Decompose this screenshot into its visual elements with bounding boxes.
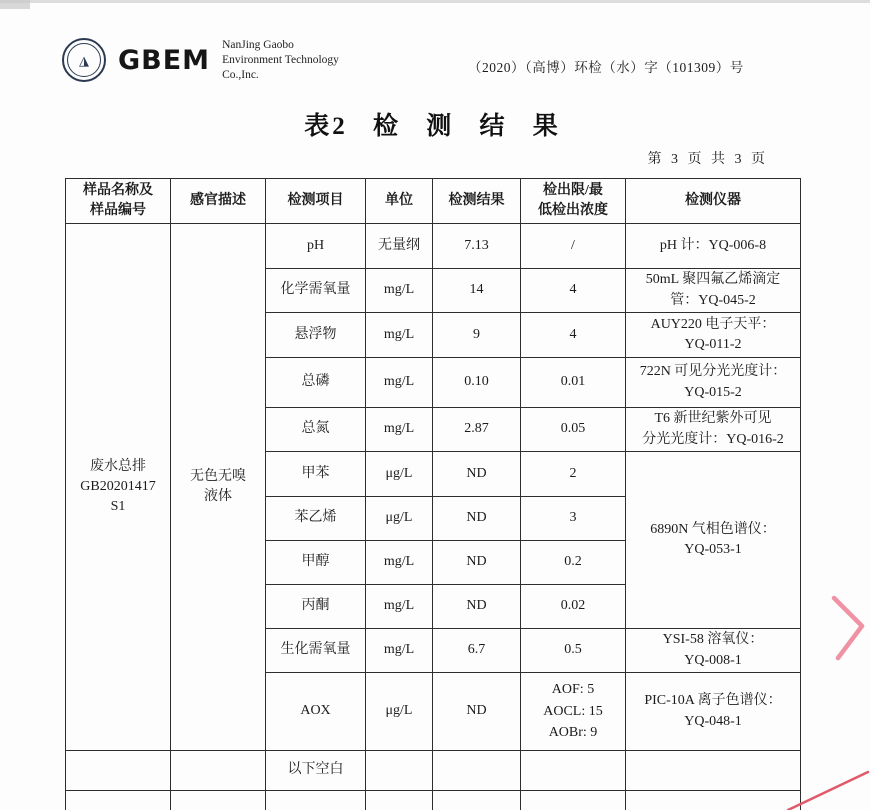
table-header-row	[66, 179, 801, 224]
cell-item: 苯乙烯	[266, 497, 366, 541]
cell-item: 甲苯	[266, 452, 366, 497]
company-logo-icon	[62, 38, 106, 82]
cell-limit: 4	[521, 269, 626, 313]
cell-item: 总磷	[266, 358, 366, 408]
cell-result: ND	[433, 673, 521, 751]
cell-instrument-merged: 6890N 气相色谱仪： YQ-053-1	[626, 452, 801, 629]
cell-item: 丙酮	[266, 585, 366, 629]
cell-unit: mg/L	[366, 629, 433, 673]
cell-limit: 0.5	[521, 629, 626, 673]
col-header-item: 检测项目	[266, 179, 366, 224]
cell-result: ND	[433, 541, 521, 585]
cell-item: 总氮	[266, 408, 366, 452]
red-pen-arrow-mark	[828, 592, 870, 664]
cell-unit: mg/L	[366, 541, 433, 585]
cell-instrument: 722N 可见分光光度计： YQ-015-2	[626, 358, 801, 408]
company-name-line: NanJing Gaobo	[222, 39, 294, 51]
col-header-sample: 样品名称及 样品编号	[66, 179, 171, 224]
cell-instrument: pH 计：YQ-006-8	[626, 224, 801, 269]
scan-edge-artifact	[0, 0, 870, 3]
cell-empty	[366, 751, 433, 791]
cell-empty	[266, 791, 366, 810]
cell-instrument: PIC-10A 离子色谱仪： YQ-048-1	[626, 673, 801, 751]
logo-mountain-glyph: ◮	[79, 52, 89, 68]
cell-limit: 2	[521, 452, 626, 497]
cell-item: 以下空白	[266, 751, 366, 791]
cell-unit: μg/L	[366, 497, 433, 541]
sample-name-cell: 废水总排 GB20201417 S1	[66, 224, 171, 751]
cell-empty	[171, 791, 266, 810]
cell-result: 14	[433, 269, 521, 313]
logo-inner-ring	[67, 43, 101, 77]
cell-limit: 0.05	[521, 408, 626, 452]
cell-result: ND	[433, 452, 521, 497]
cell-empty	[433, 751, 521, 791]
results-table	[65, 178, 801, 810]
cell-limit: 3	[521, 497, 626, 541]
page-indicator: 第 3 页 共 3 页	[647, 152, 768, 167]
cell-unit: μg/L	[366, 673, 433, 751]
company-name-line: Environment Technology	[222, 53, 339, 66]
red-pen-line-mark	[786, 770, 870, 810]
report-header	[62, 38, 339, 83]
cell-empty	[433, 791, 521, 810]
cell-result: ND	[433, 585, 521, 629]
cell-empty	[521, 791, 626, 810]
cell-empty	[66, 751, 171, 791]
cell-limit-multiline: AOF: 5 AOCL: 15 AOBr: 9	[521, 673, 626, 751]
col-header-unit: 单位	[366, 179, 433, 224]
cell-unit: 无量纲	[366, 224, 433, 269]
cell-item: AOX	[266, 673, 366, 751]
company-name-line: Co.,Inc.	[222, 68, 259, 81]
cell-result: 9	[433, 313, 521, 358]
cell-result: 7.13	[433, 224, 521, 269]
cell-instrument: YSI-58 溶氧仪： YQ-008-1	[626, 629, 801, 673]
cell-unit: mg/L	[366, 269, 433, 313]
col-header-limit: 检出限/最 低检出浓度	[521, 179, 626, 224]
cell-item: 化学需氧量	[266, 269, 366, 313]
table-row-blank	[66, 751, 801, 791]
cell-limit: 4	[521, 313, 626, 358]
cell-result: ND	[433, 497, 521, 541]
cell-instrument: T6 新世纪紫外可见 分光光度计：YQ-016-2	[626, 408, 801, 452]
cell-item: 悬浮物	[266, 313, 366, 358]
cell-empty	[66, 791, 171, 810]
cell-empty	[171, 751, 266, 791]
scan-corner-artifact	[0, 0, 30, 9]
document-title: 表2 检 测 结 果	[304, 113, 561, 140]
cell-limit: 0.2	[521, 541, 626, 585]
cell-instrument: 50mL 聚四氟乙烯滴定 管：YQ-045-2	[626, 269, 801, 313]
cell-empty	[626, 791, 801, 810]
cell-empty	[626, 751, 801, 791]
cell-result: 0.10	[433, 358, 521, 408]
cell-unit: mg/L	[366, 358, 433, 408]
cell-instrument: AUY220 电子天平： YQ-011-2	[626, 313, 801, 358]
cell-limit: 0.01	[521, 358, 626, 408]
cell-item: pH	[266, 224, 366, 269]
cell-item: 生化需氧量	[266, 629, 366, 673]
table-row	[66, 224, 801, 269]
cell-limit: 0.02	[521, 585, 626, 629]
sensory-description-cell: 无色无嗅 液体	[171, 224, 266, 751]
table-row-cutoff	[66, 791, 801, 810]
cell-unit: μg/L	[366, 452, 433, 497]
report-number: （2020）（高博）环检（水）字（101309）号	[468, 60, 744, 75]
company-name	[222, 38, 339, 83]
col-header-sensory: 感官描述	[171, 179, 266, 224]
cell-unit: mg/L	[366, 585, 433, 629]
cell-item: 甲醇	[266, 541, 366, 585]
cell-result: 2.87	[433, 408, 521, 452]
cell-limit: /	[521, 224, 626, 269]
cell-empty	[521, 751, 626, 791]
col-header-result: 检测结果	[433, 179, 521, 224]
cell-result: 6.7	[433, 629, 521, 673]
cell-empty	[366, 791, 433, 810]
brand-text: GBEM	[118, 44, 211, 76]
cell-unit: mg/L	[366, 408, 433, 452]
col-header-instrument: 检测仪器	[626, 179, 801, 224]
cell-unit: mg/L	[366, 313, 433, 358]
